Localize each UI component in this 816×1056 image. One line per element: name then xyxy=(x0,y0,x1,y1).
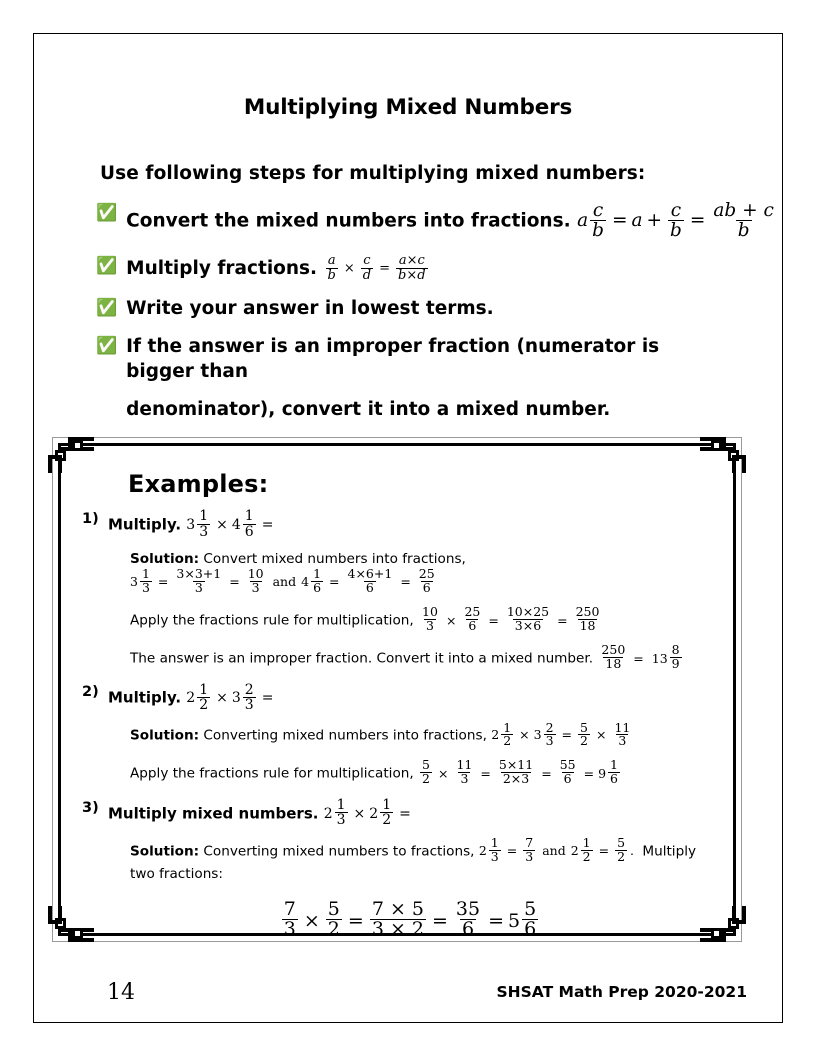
example-body xyxy=(108,510,712,671)
step-label: Multiply fractions. xyxy=(126,257,318,279)
example-prompt: Multiply mixed numbers. xyxy=(108,804,319,823)
step-formula: a $\frac{c}{b}$ = a + $\frac{c}{b}$ = $\frac{ab + c}{b}$ xyxy=(577,199,774,241)
step-item xyxy=(96,297,783,321)
circled-check-icon: ✅ xyxy=(96,336,118,357)
step-label: Write your answer in lowest terms. xyxy=(126,297,494,319)
example-solution xyxy=(130,719,712,749)
example-body xyxy=(108,796,712,941)
step-content xyxy=(126,255,783,283)
example-solution xyxy=(130,834,712,885)
example-solution xyxy=(130,549,712,596)
example-prompt: Multiply. xyxy=(108,515,182,534)
circled-check-icon: ✅ xyxy=(96,297,118,318)
step-item xyxy=(96,255,783,283)
example-question xyxy=(108,510,712,540)
solution-text: Converting mixed numbers into fractions, xyxy=(203,727,487,744)
page-footer xyxy=(33,961,783,1023)
line-math: $\frac{250}{18}$ = 13 $\frac{8}{9}$ xyxy=(601,641,680,671)
example-item-2 xyxy=(82,683,712,786)
intro-text: Use following steps for multiplying mixed numbers: xyxy=(100,163,646,184)
example-question-math: 3 $\frac{1}{3}$ × 4 $\frac{1}{6}$ = xyxy=(186,508,274,540)
line-text: Apply the fractions rule for multiplication, xyxy=(130,765,414,782)
book-title: SHSAT Math Prep 2020-2021 xyxy=(496,983,747,1001)
solution-label: Solution: xyxy=(130,550,200,567)
solution-label: Solution: xyxy=(130,842,200,859)
line-math: $\frac{5}{2}$ × $\frac{11}{3}$ = $\frac{5\times 11}{2\times 3}$ = $\frac{55}{6}$ = 9 $\frac{1}{6}$ xyxy=(422,757,618,787)
step-formula: $\frac{a}{b}$ × $\frac{c}{d}$ = $\frac{a\times c}{b\times d}$ xyxy=(327,253,426,283)
final-equation-math: $\frac{7}{3}$ × $\frac{5}{2}$ = $\frac{7 \times 5}{3 \times 2}$ = $\frac{35}{6}$ = 5 $\frac{5}{6}$ xyxy=(283,897,537,941)
worksheet-top-section xyxy=(33,33,783,436)
example-number: 2) xyxy=(82,684,99,701)
line-text: Apply the fractions rule for multiplication, xyxy=(130,612,414,629)
step-label: Convert the mixed numbers into fractions. xyxy=(126,210,571,232)
example-question-math: 2 $\frac{1}{2}$ × 3 $\frac{2}{3}$ = xyxy=(186,681,274,714)
example-prompt: Multiply. xyxy=(108,688,182,707)
step-label-line2: denominator), convert it into a mixed number. xyxy=(126,399,611,421)
examples-heading: Examples: xyxy=(128,470,269,498)
page-number: 14 xyxy=(107,979,135,1005)
example-line xyxy=(130,641,712,672)
examples-content xyxy=(66,451,728,941)
example-body xyxy=(108,683,712,786)
example-number: 3) xyxy=(82,799,99,816)
example-question-math: 2 $\frac{1}{3}$ × 2 $\frac{1}{2}$ = xyxy=(323,796,411,829)
example-line xyxy=(130,604,712,634)
solution-label: Solution: xyxy=(130,727,200,744)
solution-text: Converting mixed numbers to fractions, xyxy=(203,842,475,859)
example-question xyxy=(108,683,712,713)
solution-tail: Multiply two fractions: xyxy=(130,842,697,883)
solution-text: Convert mixed numbers into fractions, xyxy=(203,550,466,567)
examples-box xyxy=(52,437,742,942)
line-text: The answer is an improper fraction. Convert it into a mixed number. xyxy=(130,650,594,667)
circled-check-icon: ✅ xyxy=(96,256,118,277)
step-item xyxy=(96,199,783,241)
example-question xyxy=(108,796,712,829)
example-item-3 xyxy=(82,796,712,941)
circled-check-icon: ✅ xyxy=(96,203,118,223)
step-item xyxy=(96,335,783,422)
example-number: 1) xyxy=(82,511,99,527)
final-equation xyxy=(108,897,712,941)
line-math: $\frac{10}{3}$ × $\frac{25}{6}$ = $\frac{10\times 25}{3\times 6}$ = $\frac{250}{18}$ xyxy=(422,604,600,634)
solution-math: 2 $\frac{1}{2}$ × 3 $\frac{2}{3}$ = $\frac{5}{2}$ × $\frac{11}{3}$ xyxy=(491,719,631,749)
example-line xyxy=(130,757,712,787)
step-content xyxy=(126,335,726,422)
steps-list xyxy=(96,199,783,422)
step-label: If the answer is an improper fraction (numerator is bigger than xyxy=(126,336,660,382)
solution-math: 2 $\frac{1}{3}$ = $\frac{7}{3}$ and 2 $\frac{1}{2}$ = $\frac{5}{2}$ . xyxy=(478,834,635,864)
solution-math: 3 $\frac{1}{3}$ = $\frac{3\times 3+1}{3}$ = $\frac{10}{3}$ and 4 $\frac{1}{6}$ = $\frac{4\times 6+1}{6}$ = $\frac{25}{6}$ xyxy=(130,566,435,596)
page-title: Multiplying Mixed Numbers xyxy=(243,95,573,120)
step-content xyxy=(126,199,783,241)
example-item-1 xyxy=(82,510,712,671)
